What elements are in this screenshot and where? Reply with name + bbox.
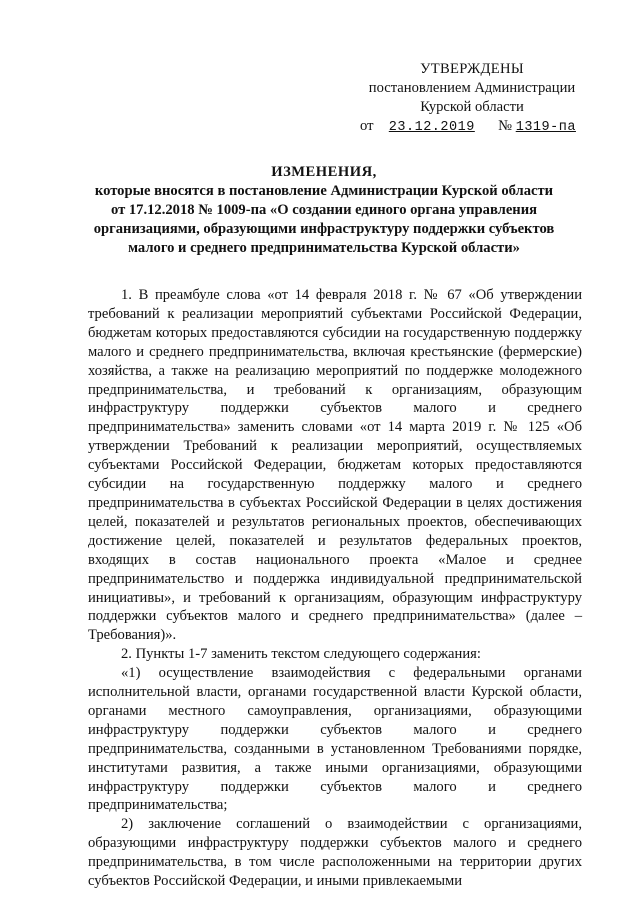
title-subtitle: которые вносятся в постановление Администрации Курской области от 17.12.2018 № 1009-па «О создании единого органа управления организациями, образующими инфраструктуру поддержки субъектов малого и среднего предпринимательства Курской области» xyxy=(93,183,555,256)
approval-region: Курской области xyxy=(420,99,524,115)
approval-authority: постановлением Администрации xyxy=(368,80,576,96)
approval-block xyxy=(352,60,592,137)
title-main: ИЗМЕНЕНИЯ, xyxy=(271,164,377,180)
date-prefix: от xyxy=(360,118,374,134)
document-title xyxy=(86,163,562,258)
number-prefix: № xyxy=(498,118,513,134)
paragraph-1: 1. В преамбуле слова «от 14 февраля 2018 г. № 67 «Об утверждении требований к реализации мероприятий субъектами Российской Федерации, бюджетам которых предоставляются субсидии на государственную поддержку малого и среднего предпринимательства, включая крестьянские (фермерские) хозяйства, а также на реализацию мероприятий по поддержке молодежного предпринимательства, и требований к организациям, образующим инфраструктуру поддержки субъектов малого и среднего предпринимательства» заменить словами «от 14 марта 2019 г. № 125 «Об утверждении Требований к реализации мероприятий, осуществляемых субъектами Российской Федерации, бюджетам которых предоставляются субсидии на государственную поддержку малого и среднего предпринимательства в субъектах Российской Федерации в целях достижения целей, показателей и результатов региональных проектов, обеспечивающих достижение целей, показателей и результатов федеральных проектов, входящих в состав национального проекта «Малое и среднее предпринимательство и поддержка индивидуальной предпринимательской инициативы», и требований к организациям, образующим инфраструктуру поддержки субъектов малого и среднего предпринимательства» (далее – Требования)». xyxy=(88,287,582,644)
approval-date: 23.12.2019 xyxy=(388,120,475,135)
paragraph-3: «1) осуществление взаимодействия с федеральными органами исполнительной власти, органами государственной власти Курской области, органами местного самоуправления, организациями, образующими инфраструктуру поддержки субъектов малого и среднего предпринимательства, созданными в установленном Требованиями порядке, институтами развития, а также иными организациями, образующими инфраструктуру поддержки субъектов малого и среднего предпринимательства; xyxy=(88,665,582,814)
paragraph-4: 2) заключение соглашений о взаимодействии с организациями, образующими инфраструктуру поддержки субъектов малого и среднего предпринимательства, в том числе расположенными на территории других субъектов Российской Федерации, и иными привлекаемыми xyxy=(88,816,582,890)
paragraph-2: 2. Пункты 1-7 заменить текстом следующего содержания: xyxy=(121,646,481,663)
approval-number: 1319-па xyxy=(515,120,576,135)
document-body xyxy=(88,286,582,891)
approval-heading: УТВЕРЖДЕНЫ xyxy=(420,61,524,77)
approval-date-line xyxy=(352,117,592,137)
